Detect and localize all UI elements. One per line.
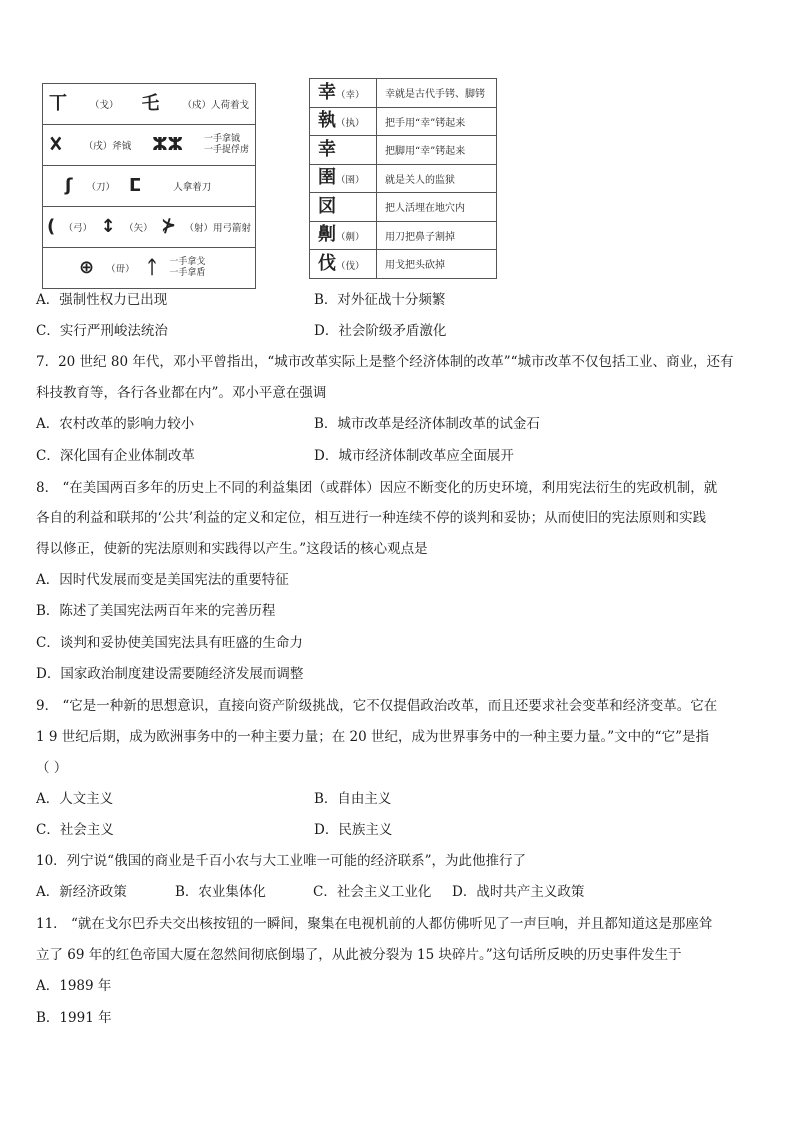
q7-stem-line: 科技教育等，各行各业都在内”。邓小平意在强调	[36, 385, 327, 401]
glyph-caption: （伐）	[336, 260, 365, 272]
oracle-glyph: ⵣⵣ	[152, 134, 183, 155]
q7-option-d: D．城市经济体制改革应全面展开	[314, 448, 514, 464]
oracle-glyph: 丅	[49, 93, 67, 114]
caption-line: 一手拿钺	[203, 134, 240, 144]
glyph-cell	[310, 193, 377, 222]
glyph-caption	[169, 257, 205, 279]
table-row	[43, 166, 256, 207]
glyph-cell	[310, 107, 377, 136]
q10-option-d: D．战时共产主义政策	[452, 884, 585, 900]
table-row	[310, 79, 497, 108]
glyph-cell	[310, 136, 377, 165]
table-row	[310, 221, 497, 250]
q8-option-d: D．国家政治制度建设需要随经济发展而调整	[36, 666, 304, 682]
q9-answer-blank: （ ）	[36, 760, 68, 776]
q11-stem-line: 立了 69 年的红色帝国大厦在忽然间彻底倒塌了，从此被分裂为 15 块碎片。”这句话所反映的历史事件发生于	[36, 947, 682, 963]
q6-option-c: C．实行严刑峻法统治	[36, 323, 168, 339]
oracle-glyph: ʃ	[65, 175, 73, 196]
table-row	[310, 250, 497, 279]
oracle-glyph: ↕	[100, 216, 116, 237]
glyph-description: 幸就是古代手铐、脚铐	[377, 79, 497, 108]
glyph-caption: （劓）	[336, 232, 365, 244]
q7-stem-line: 7．20 世纪 80 年代，邓小平曾指出，“城市改革实际上是整个经济体制的改革”“城市改革不仅包括工业、商业，还有	[36, 354, 734, 370]
oracle-glyph: 伐	[318, 252, 336, 274]
glyph-description: 把手用“幸”铐起来	[377, 107, 497, 136]
oracle-glyph: 劓	[318, 224, 336, 246]
q11-option-b: B．1991 年	[36, 1010, 112, 1026]
glyph-caption: 人拿着刀	[173, 182, 212, 193]
q10-stem-line: 10．列宁说“俄国的商业是千百小农与大工业唯一可能的经济联系”，为此他推行了	[36, 853, 526, 869]
glyph-caption: （矢）	[124, 223, 153, 234]
glyph-description: 把人活埋在地穴内	[377, 193, 497, 222]
glyph-caption: （弓）	[63, 223, 93, 234]
glyph-caption: （射）用弓箭射	[184, 223, 251, 234]
table-row	[310, 107, 497, 136]
oracle-glyph: 執	[318, 110, 336, 132]
q7-option-a: A．农村改革的影响力较小	[36, 416, 195, 432]
oracle-glyph: 圉	[318, 167, 336, 189]
glyph-caption: （毌）	[106, 264, 135, 275]
q8-option-b: B．陈述了美国宪法两百年来的完善历程	[36, 603, 276, 619]
caption-line: 一手拿盾	[169, 268, 206, 278]
oracle-glyph: 幸	[318, 138, 336, 160]
table-row	[43, 248, 256, 289]
q9-stem-line: 1 9 世纪后期，成为欧洲事务中的一种主要力量；在 20 世纪，成为世界事务中的一种主要力量。”文中的“它”是指	[36, 729, 709, 745]
glyph-caption: （戌）斧钺	[83, 141, 132, 152]
glyph-cell	[310, 164, 377, 193]
table-row	[43, 84, 256, 125]
oracle-glyph: ⊁	[160, 216, 177, 237]
glyph-caption	[204, 134, 249, 156]
oracle-glyph: 𐌗	[49, 134, 63, 155]
q8-stem-line: 8． “在美国两百多年的历史上不同的利益集团（或群体）因应不断变化的历史环境，利用宪法衍生的宪政机制，就	[36, 480, 718, 496]
q9-option-c: C．社会主义	[36, 822, 114, 838]
q7-option-c: C．深化国有企业体制改革	[36, 448, 195, 464]
table-row	[43, 207, 256, 248]
q7-option-b: B．城市改革是经济体制改革的试金石	[314, 416, 540, 432]
q8-stem-line: 各自的利益和联邦的‘公共’利益的定义和定位，相互进行一种连续不停的谈判和妥协；从而使旧的宪法原则和实践	[36, 510, 707, 526]
oracle-glyph: ᛏ	[146, 257, 158, 278]
glyph-caption: （幸）	[336, 89, 365, 101]
glyph-caption: （刀）	[86, 182, 115, 193]
q9-stem-line: 9． “它是一种新的思想意识，直接向资产阶级挑战，它不仅提倡政治改革，而且还要求社会变革和经济变革。它在	[36, 698, 718, 714]
glyph-description: 就是关人的监狱	[377, 164, 497, 193]
q6-option-a: A．强制性权力已出现	[36, 292, 168, 308]
glyph-cell	[310, 221, 377, 250]
q11-option-a: A．1989 年	[36, 978, 112, 994]
oracle-glyph: (	[47, 216, 56, 237]
glyph-cell	[310, 79, 377, 108]
q9-option-b: B．自由主义	[314, 791, 392, 807]
q8-option-a: A．因时代发展而变是美国宪法的重要特征	[36, 572, 289, 588]
oracle-glyph: 幸	[318, 81, 336, 103]
table-row	[310, 136, 497, 165]
q10-option-a: A．新经济政策	[36, 884, 127, 900]
glyph-caption: （圉）	[336, 175, 365, 187]
q10-option-b: B．农业集体化	[175, 884, 266, 900]
q6-option-d: D．社会阶级矛盾激化	[314, 323, 447, 339]
glyph-description: 用戈把头砍掉	[377, 250, 497, 279]
q11-stem-line: 11． “就在戈尔巴乔夫交出核按钮的一瞬间，聚集在电视机前的人都仿佛听见了一声巨响，并且都知道这是那座耸	[36, 916, 713, 932]
q8-stem-line: 得以修正，使新的宪法原则和实践得以产生。”这段话的核心观点是	[36, 541, 428, 557]
table-row	[310, 193, 497, 222]
table-row	[43, 125, 256, 166]
caption-line: 一手拿戈	[169, 257, 206, 267]
oracle-glyph: 乇	[141, 93, 160, 114]
q6-option-b: B．对外征战十分频繁	[314, 292, 446, 308]
q9-option-a: A．人文主义	[36, 791, 114, 807]
table-row	[310, 164, 497, 193]
q8-option-c: C．谈判和妥协使美国宪法具有旺盛的生命力	[36, 635, 303, 651]
glyph-cell	[310, 250, 377, 279]
oracle-weapons-table	[42, 83, 256, 289]
glyph-description: 把脚用“幸”铐起来	[377, 136, 497, 165]
caption-line: 一手捉俘虏	[203, 145, 249, 155]
oracle-punishment-table	[309, 78, 497, 279]
oracle-glyph: ⊕	[79, 257, 95, 278]
glyph-caption: （戍）人荷着戈	[182, 100, 249, 111]
q10-option-c: C．社会主义工业化	[313, 884, 432, 900]
oracle-glyph: ⵎ	[129, 175, 142, 196]
oracle-glyph: 㘝	[318, 195, 336, 217]
glyph-description: 用刀把鼻子割掉	[377, 221, 497, 250]
q9-option-d: D．民族主义	[314, 822, 393, 838]
glyph-caption: （戈）	[89, 100, 119, 111]
glyph-caption: （执）	[336, 118, 365, 130]
